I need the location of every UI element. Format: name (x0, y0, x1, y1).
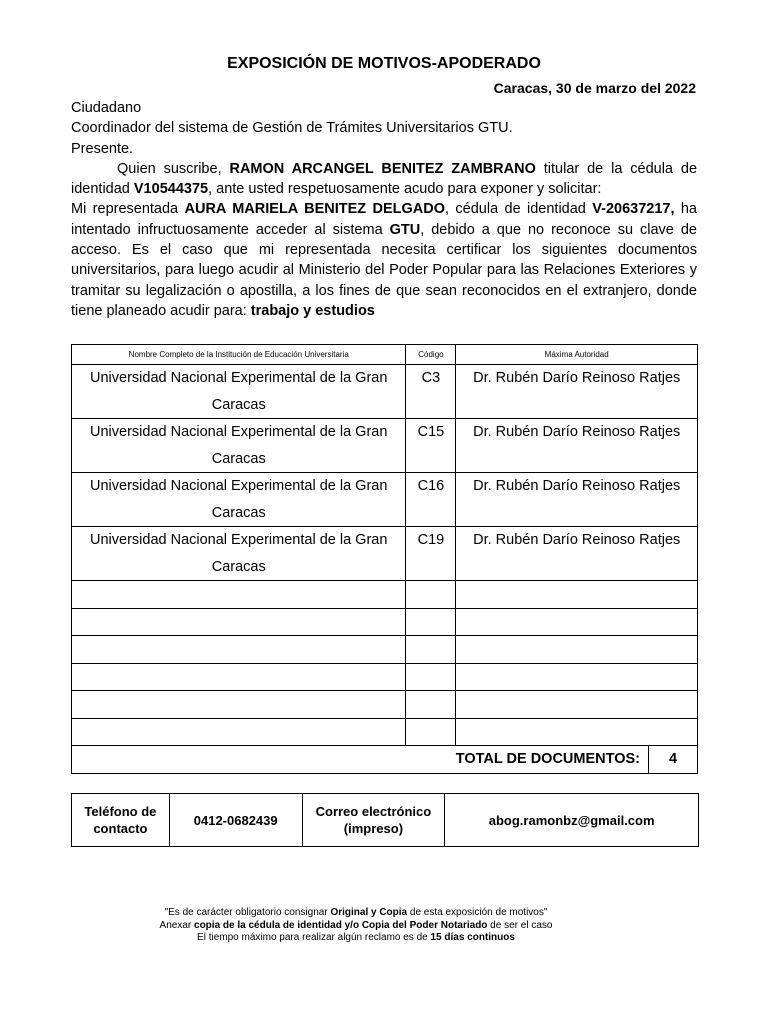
cell-institution: Universidad Nacional Experimental de la Gran Caracas (72, 473, 406, 527)
table-row-empty (72, 581, 698, 609)
empty-cell (72, 581, 406, 609)
table-row-empty (72, 636, 698, 664)
empty-cell (406, 691, 456, 719)
documents-table (71, 344, 698, 774)
empty-cell (456, 691, 698, 719)
paragraph-petitioner (71, 159, 697, 200)
cell-authority: Dr. Rubén Darío Reinoso Ratjes (456, 365, 698, 419)
text-span-bold: Original y Copia (330, 907, 408, 918)
cell-institution: Universidad Nacional Experimental de la Gran Caracas (72, 365, 406, 419)
empty-cell (406, 581, 456, 609)
header-authority: Máxima Autoridad (456, 345, 698, 365)
phone-label: Teléfono de contacto (72, 794, 170, 847)
empty-cell (456, 608, 698, 636)
represented-id: V-20637217, (592, 201, 675, 218)
petitioner-id: V10544375 (133, 181, 209, 198)
table-header-row (72, 345, 698, 365)
table-row (72, 419, 698, 473)
empty-cell (456, 718, 698, 746)
salutation-line-2: Coordinador del sistema de Gestión de Trámites Universitarios GTU. (71, 120, 513, 137)
cell-authority: Dr. Rubén Darío Reinoso Ratjes (456, 527, 698, 581)
table-row-empty (72, 608, 698, 636)
text-span: , debido a que no reconoce su clave de acceso. Es el caso que mi representada necesita certificar los siguientes documentos universitarios, para luego acudir al Ministerio del Poder Popular para las Relaciones Exteriores y tramitar su legalización o apostilla, a los fines de que sean reconocidos en el extranjero, donde tiene planeado acudir para: (71, 221, 697, 319)
table-row (72, 527, 698, 581)
total-row (72, 746, 698, 774)
text-span-bold: 15 días continuos (430, 932, 515, 943)
cell-code: C19 (406, 527, 456, 581)
text-span: , cédula de identidad (445, 201, 593, 218)
empty-cell (406, 718, 456, 746)
represented-name: AURA MARIELA BENITEZ DELGADO (184, 201, 446, 218)
text-span: de ser el caso (487, 919, 553, 931)
petitioner-name: RAMON ARCANGEL BENITEZ ZAMBRANO (229, 160, 536, 177)
text-span: El tiempo máximo para realizar algún reclamo es de (197, 932, 431, 943)
letter-body (71, 98, 697, 321)
empty-cell (72, 691, 406, 719)
salutation-line-3: Presente. (71, 140, 134, 157)
table-row (72, 365, 698, 419)
cell-code: C16 (406, 473, 456, 527)
text-span: titular de la cédula de identidad (71, 160, 698, 198)
total-documents-value: 4 (649, 746, 698, 773)
empty-cell (456, 663, 698, 691)
empty-cell (72, 636, 406, 664)
text-span: Anexar (159, 919, 195, 931)
empty-cell (72, 608, 406, 636)
total-documents-label: TOTAL DE DOCUMENTOS: (455, 751, 640, 767)
text-span: , ante usted respetuosamente acudo para exponer y solicitar: (208, 181, 602, 198)
table-row (72, 473, 698, 527)
cell-code: C15 (406, 419, 456, 473)
note-line-1 (0, 907, 712, 920)
empty-cell (406, 663, 456, 691)
phone-value: 0412-0682439 (169, 794, 302, 847)
cell-authority: Dr. Rubén Darío Reinoso Ratjes (456, 419, 698, 473)
email-label: Correo electrónico (impreso) (302, 794, 445, 847)
paragraph-represented (71, 199, 697, 321)
cell-institution: Universidad Nacional Experimental de la Gran Caracas (72, 527, 406, 581)
empty-cell (72, 663, 406, 691)
empty-cell (456, 581, 698, 609)
empty-cell (456, 636, 698, 664)
empty-cell (406, 636, 456, 664)
header-code: Código (406, 345, 456, 365)
text-span-bold: copia de la cédula de identidad y/o Copia del Poder Notariado (194, 919, 488, 931)
total-inner-table (72, 746, 697, 773)
text-span: de esta exposición de motivos" (407, 907, 548, 918)
table-row-empty (72, 691, 698, 719)
contact-table (71, 793, 699, 847)
document-date: Caracas, 30 de marzo del 2022 (493, 80, 696, 96)
text-span: Mi representada (71, 201, 185, 218)
cell-authority: Dr. Rubén Darío Reinoso Ratjes (456, 473, 698, 527)
table-row-empty (72, 663, 698, 691)
salutation-line-1: Ciudadano (71, 100, 142, 116)
email-value: abog.ramonbz@gmail.com (445, 794, 699, 847)
text-span: Quien suscribe, (117, 160, 230, 177)
text-span: "Es de carácter obligatorio consignar (164, 907, 331, 918)
table-row-empty (72, 718, 698, 746)
header-institution: Nombre Completo de la Institución de Educación Universitaria (72, 345, 406, 365)
system-name: GTU (389, 221, 421, 238)
cell-code: C3 (406, 365, 456, 419)
purpose: trabajo y estudios (250, 302, 375, 319)
note-line-2 (0, 920, 712, 933)
empty-cell (72, 718, 406, 746)
note-line-3 (0, 932, 712, 945)
empty-cell (406, 608, 456, 636)
cell-institution: Universidad Nacional Experimental de la Gran Caracas (72, 419, 406, 473)
document-title: EXPOSICIÓN DE MOTIVOS-APODERADO (227, 55, 541, 72)
total-cell (72, 746, 698, 774)
footer-notes (0, 907, 712, 945)
text-span: ha intentado infructuosamente acceder al sistema (71, 201, 697, 238)
